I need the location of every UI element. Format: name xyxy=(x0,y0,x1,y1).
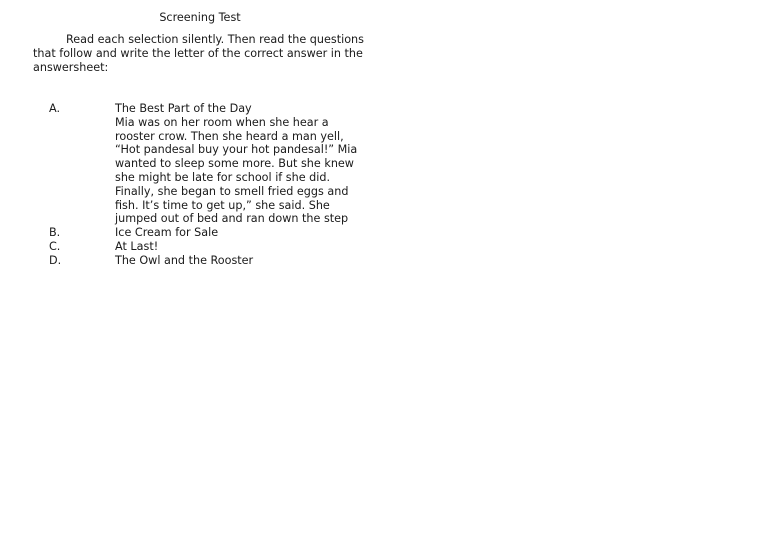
option-title: The Owl and the Rooster xyxy=(115,253,254,267)
option-title: Ice Cream for Sale xyxy=(115,226,219,240)
option-letter: D. xyxy=(49,253,62,267)
option-a xyxy=(49,102,379,226)
document-title: Screening Test xyxy=(159,11,241,24)
option-title: The Best Part of the Day xyxy=(115,102,252,115)
answer-options-list xyxy=(49,102,379,268)
instructions-paragraph: Read each selection silently. Then read the questions that follow and write the letter of the correct answer in the answersheet: xyxy=(33,33,364,74)
option-c xyxy=(49,240,379,254)
option-passage: Mia was on her room when she hear a rooster crow. Then she heard a man yell, “Hot pandesal buy your hot pandesal!” Mia wanted to sleep some more. But she knew she might be late for school if she did. Finally, she began to smell fried eggs and fish. It’s time to get up,” she said. She jumped out of bed and ran down the step xyxy=(115,115,358,226)
option-title: At Last! xyxy=(115,239,159,253)
option-content xyxy=(115,102,371,226)
option-d xyxy=(49,254,379,268)
option-letter: B. xyxy=(49,226,61,240)
option-b xyxy=(49,226,379,240)
option-letter: A. xyxy=(49,102,61,115)
option-letter: C. xyxy=(49,239,61,253)
